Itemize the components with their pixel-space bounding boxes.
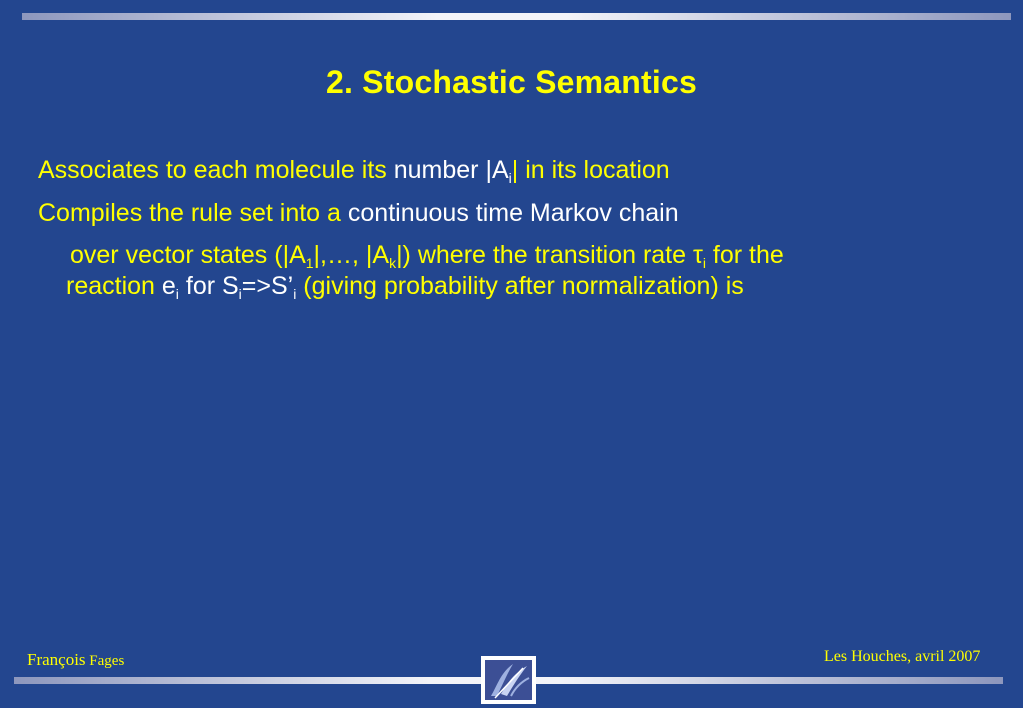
para3-text-2b: e (161, 272, 176, 300)
line1-text-b: number |A (393, 156, 509, 184)
para3-text-2e: (giving probability after normalization) is (296, 272, 744, 300)
para3-sub-s-i: i (238, 286, 242, 302)
para3-text-2c: for S (178, 272, 239, 300)
para3-text-1b: |,…, |A (313, 241, 390, 269)
para3-text-2d: =>S’ (241, 272, 294, 300)
para3-sub-k: k (389, 255, 397, 271)
inria-logo (481, 656, 536, 704)
slide-title: 2. Stochastic Semantics (326, 64, 697, 100)
author-last-name: Fages (85, 653, 125, 669)
line2-text-a: Compiles the rule set into a (38, 199, 348, 227)
para3-text-2a: reaction (66, 272, 162, 300)
para3-sub-e-i: i (175, 286, 179, 302)
sub-paragraph (66, 240, 946, 302)
line2-text-b: continuous time Markov chain (347, 199, 679, 227)
author-first-name: François (27, 650, 86, 669)
top-divider (22, 13, 1011, 20)
line1-text-a: Associates to each molecule its (38, 156, 394, 184)
bullet-line-2 (38, 198, 679, 229)
para3-text-1d: for the (705, 241, 784, 269)
bullet-line-1 (38, 155, 670, 186)
para3-text-1c: |) where the transition rate τ (396, 241, 703, 269)
para3-sub-1: 1 (305, 255, 314, 271)
line1-subscript: i (508, 170, 512, 186)
footer-venue: Les Houches, avril 2007 (824, 648, 981, 665)
footer-author (27, 650, 124, 670)
para3-sub-s-prime-i: i (293, 286, 297, 302)
logo-mark-icon (483, 658, 534, 702)
para3-line-2 (66, 271, 946, 302)
para3-line-1 (66, 240, 946, 271)
para3-text-1a: over vector states (|A (70, 241, 306, 269)
para3-sub-tau-i: i (702, 255, 706, 271)
line1-text-c: | in its location (511, 156, 670, 184)
